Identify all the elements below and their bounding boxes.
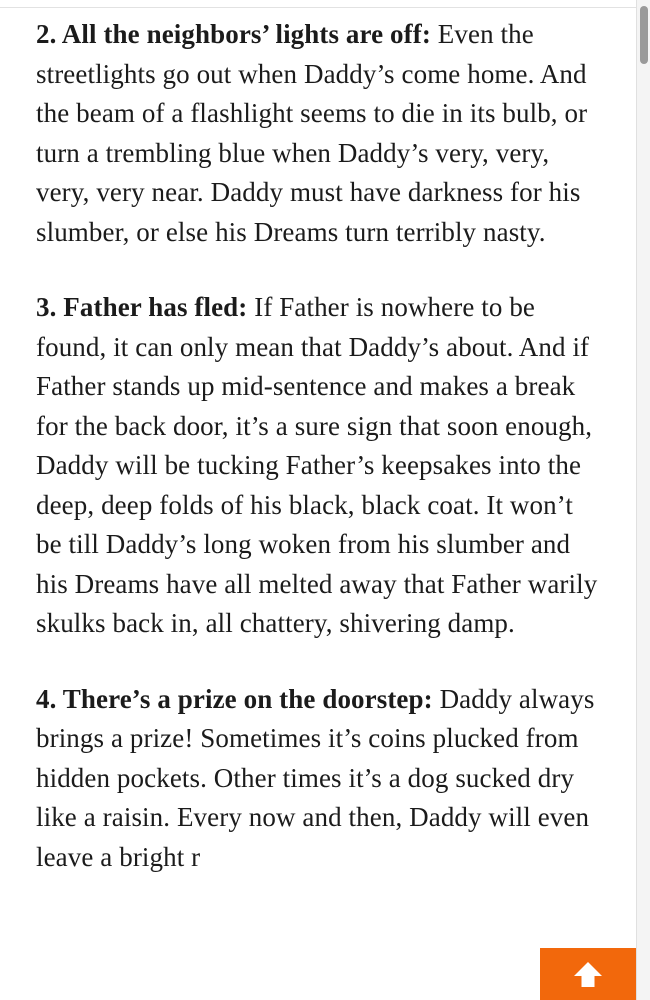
vertical-scrollbar[interactable] [636,0,650,1000]
paragraph-3-body: If Father is nowhere to be found, it can only mean that Daddy’s about. And if Father stands up mid-sentence and makes a break for the back door, it’s a sure sign that soon enough, Daddy will be tucking Father’s keepsakes into the deep, deep folds of his black, black coat. It won’t be till Daddy’s long woken from his slumber and his Dreams have all melted away that Father warily skulks back in, all chattery, shivering damp. [36,292,598,638]
paragraph-4-body: Daddy always brings a prize! Sometimes it’s coins plucked from hidden pockets. Other times it’s a dog sucked dry like a raisin. Every now and then, Daddy will even leave a bright r [36,683,595,872]
paragraph-3-lead: 3. Father has fled: [36,292,248,322]
scrollbar-thumb[interactable] [640,6,648,64]
scroll-to-top-button[interactable] [540,948,636,1000]
article-body [0,9,636,1000]
paragraph-2 [36,15,600,252]
paragraph-4-lead: 4. There’s a prize on the doorstep: [36,683,433,714]
page-top-strip [0,0,650,8]
paragraph-3 [36,288,600,644]
paragraph-4 [36,680,600,878]
paragraph-2-body: Even the streetlights go out when Daddy’s come home. And the beam of a flashlight seems to die in its bulb, or turn a trembling blue when Daddy’s very, very, very, very near. Daddy must have darkness for his slumber, or else his Dreams turn terribly nasty. [36,19,588,247]
arrow-up-icon [571,959,605,989]
paragraph-2-lead: 2. All the neighbors’ lights are off: [36,19,431,49]
